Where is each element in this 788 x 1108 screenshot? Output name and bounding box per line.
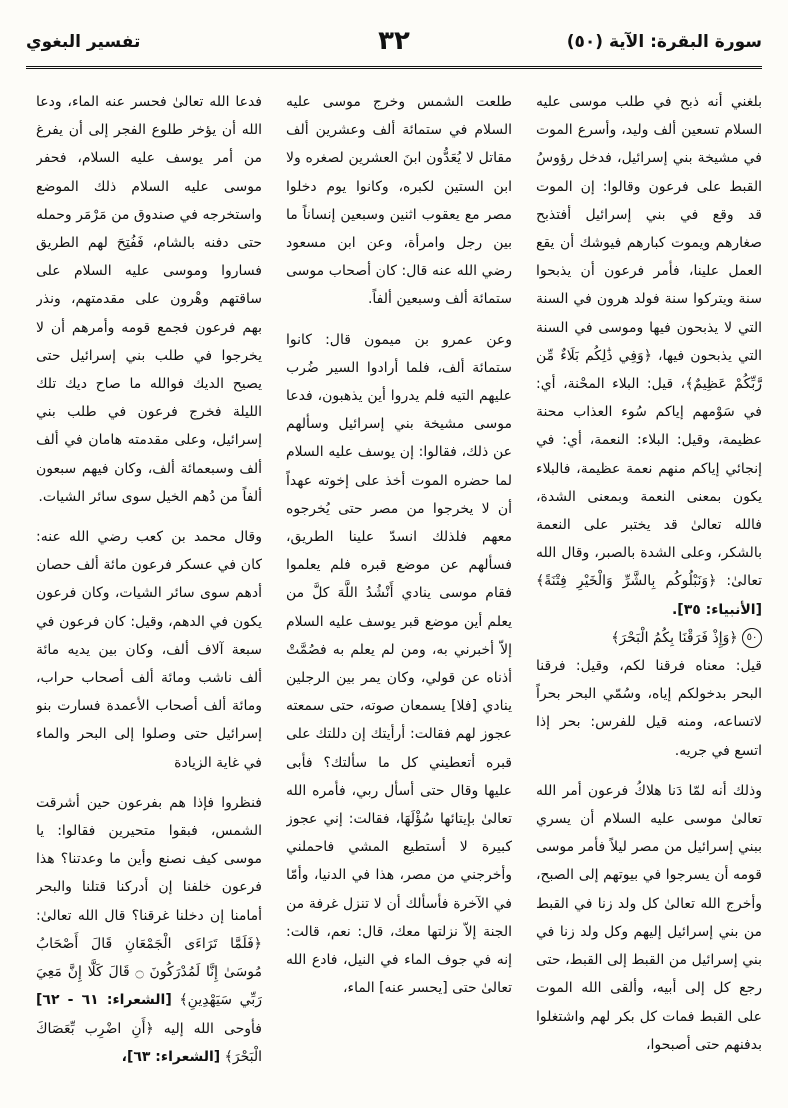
- quran-verse: ﴿فَلَمَّا تَرَاءَى الْجَمْعَانِ قَالَ أَصْحَابُ مُوسَىٰ إِنَّا لَمُدْرَكُونَ ۝ قَالَ كَلَّا إِنَّ مَعِيَ رَبِّي سَيَهْدِينِ﴾: [36, 935, 262, 1009]
- surah-verse-title: سورة البقرة: الآية (٥٠): [566, 32, 762, 52]
- paragraph: طلعت الشمس وخرج موسى عليه السلام في ستمائة ألف وعشرين ألف مقاتل لا يُعَدُّون ابنَ العشرين لصغره ولا ابن الستين لكبره، وكانوا يوم دخلوا مصر مع يعقوب اثنين وسبعين إنساناً ما بين رجل وامرأة، وعن ابن مسعود رضي الله عنه قال: كان أصحاب موسى ستمائة ألف وسبعين ألفاً.: [286, 94, 512, 308]
- paragraph: وذلك أنه لمّا دَنا هلاكُ فرعون أمر الله تعالىٰ موسى عليه السلام أن يسري ببني إسرائيل من مصر ليلاً فأمر موسى قومه أن يسرجوا في بيوتهم إلى الصبح، وأخرج الله تعالىٰ كل ولد زنا في القبط من بني إسرائيل إليهم وكل ولد زنا في بني إسرائيل من القبط إلى القبط، حتى رجع كل إلى أبيه، وألقى الله الموت على القبط فمات كل بكر لهم واشتغلوا بدفنهم حتى أصبحوا،: [536, 782, 762, 1053]
- paragraph: وقال محمد بن كعب رضي الله عنه: كان في عسكر فرعون مائة ألف حصان أدهم سوى سائر الشيات، وكان فرعون يكون في الدهم، وقيل: كان فرعون في سبعة آلاف ألف، وكان بين يديه مائة ألف ناشب ومائة ألف أصحاب حراب، ومائة ألف أصحاب الأعمدة فسارت بنو إسرائيل حتى وصلوا إلى البحر والماء في غاية الزيادة: [36, 529, 262, 771]
- quran-verse: ﴿أَنِ اضْرِب بِّعَصَاكَ الْبَحْرَ﴾: [36, 1020, 262, 1065]
- paragraph: وعن عمرو بن ميمون قال: كانوا ستمائة ألف، فلما أرادوا السير ضُرب عليهم التيه فلم يدروا أين يذهبون، فدعا موسى مشيخة بني إسرائيل وسألهم عن ذلك، فقالوا: إن يوسف عليه السلام لما حضره الموت أخذ على إخوته عهداً أن لا يخرجوا من مصر حتى يُخرجوه معهم فلذلك انسدّ علينا الطريق، فسألهم عن موضع قبره فلم يعلموا فقام موسى ينادي أَنْشُدُ اللَّهَ كلَّ من يعلم أين موضع قبر يوسف عليه السلام إلاّ أخبرني به، ومن لم يعلم به فصُمَّتْ أذناه عن قولي، وكان يمر بين الرجلين ينادي [فلا] يسمعان صوته، حتى سمعته عجوز لهم فقالت: أرأيتك إن دللتك على قبره أتعطيني كل ما سألتك؟ فأبى عليها وقال حتى أسأل ربي، فأمره الله تعالىٰ بإيتائها سُؤْلَهَا، فقالت: إني عجوز كبيرة لا أستطيع المشي فاحملني وأخرجني من مصر، هذا في الدنيا، وأمّا في الآخرة فأسألك أن لا تنزل غرفة من الجنة إلاّ نزلتها معك، قال: نعم، قالت: إنه في جوف الماء في النيل، فادع الله تعالىٰ حتى [يحسر عنه] الماء،: [286, 331, 512, 997]
- text-run: ، قيل: البلاء المحْنة، أي: في سَوْمهم إياكم سُوء العذاب محنة عظيمة، وقيل: البلاء: النعمة، أي: في إنجائي إياكم منهم نعمة عظيمة، فالبلاء يكون بمعنى النعمة وبمعنى الشدة، فالله تعالىٰ قد يختبر على النعمة بالشكر، وعلى الشدة بالصبر، وقال الله تعالىٰ:: [536, 376, 762, 590]
- verse-reference: [الشعراء: ٦١ - ٦٢]: [36, 992, 172, 1009]
- text-run: فنظروا فإذا هم بفرعون حين أشرقت الشمس، فبقوا متحيرين فقالوا: يا موسى كيف نصنع وأين ما وعدتنا؟ هذا فرعون خلفنا إن أدركنا قتلنا والبحر أمامنا إن دخلنا غرقنا؟ قال الله تعالىٰ:: [36, 794, 262, 924]
- page-header: [26, 26, 762, 69]
- text-run: بلغني أنه ذبح في طلب موسى عليه السلام تسعين ألف وليد، وأسرع الموت في مشيخة بني إسرائيل، فدخل رؤوسُ القبط على فرعون وقالوا: إن الموت قد وقع في بني إسرائيل أفتذبح صغارهم ويموت كبارهم فيوشك أن يقع العمل علينا، فأمر فرعون أن يذبحوا سنة ويتركوا سنة فولد هرون في السنة التي لا يذبحون فيها وموسى في السنة التي يذبحون فيها،: [536, 94, 762, 364]
- paragraph: فدعا الله تعالىٰ فحسر عنه الماء، ودعا الله أن يؤخر طلوع الفجر إلى أن يفرغ من أمر يوسف عليه السلام، فحفر موسى عليه السلام ذلك الموضع واستخرجه في صندوق من مَرْمَر وحمله حتى دفنه بالشام، فَفُتِحَ لهم الطريق فساروا وموسى عليه السلام على ساقتهم وهْرون على مقدمتهم، ونذر بهم فرعون فجمع قومه وأمرهم أن لا يخرجوا في طلب بني إسرائيل حتى يصيح الديك فوالله ما صاح ديك تلك الليلة فخرج فرعون في طلب بني إسرائيل، وعلى مقدمته هامان في ألف ألف وسبعمائة ألف، وكان فيهم سبعون ألفاً من دُهم الخيل سوى سائر الشيات.: [36, 94, 262, 505]
- quran-verse: ﴿وَفِي ذَٰلِكُم بَلَاءٌ مِّن رَّبِّكُمْ عَظِيمٌ﴾: [536, 347, 762, 393]
- column-middle: [286, 88, 512, 1094]
- ayah-heading: [536, 624, 762, 652]
- column-right: [536, 88, 762, 1094]
- ayah-number-marker: ٥٠: [742, 628, 762, 648]
- quran-verse: ﴿وَإِذْ فَرَقْنَا بِكُمُ الْبَحْرَ﴾: [611, 629, 738, 646]
- paragraph: [536, 88, 762, 624]
- quran-verse: ﴿وَنَبْلُوكُم بِالشَّرِّ وَالْخَيْرِ فِتْنَةً﴾: [536, 573, 717, 590]
- text-columns: [26, 88, 762, 1094]
- paragraph: قيل: معناه فرقنا لكم، وقيل: فرقنا البحر بدخولكم إياه، وسُمّي البحر بحراً لاتساعه، ومنه قيل للفرس: بحر إذا اتسع في جريه.: [536, 658, 762, 759]
- page-number: ٣٢: [378, 26, 410, 56]
- column-left: [36, 88, 262, 1094]
- paragraph: [36, 789, 262, 1071]
- text-run: فأوحى الله إليه: [163, 1020, 262, 1037]
- verse-reference: [الأنبياء: ٣٥].: [671, 601, 762, 618]
- book-title: تفسير البغوي: [26, 32, 141, 52]
- verse-reference: [الشعراء: ٦٣]،: [121, 1048, 221, 1065]
